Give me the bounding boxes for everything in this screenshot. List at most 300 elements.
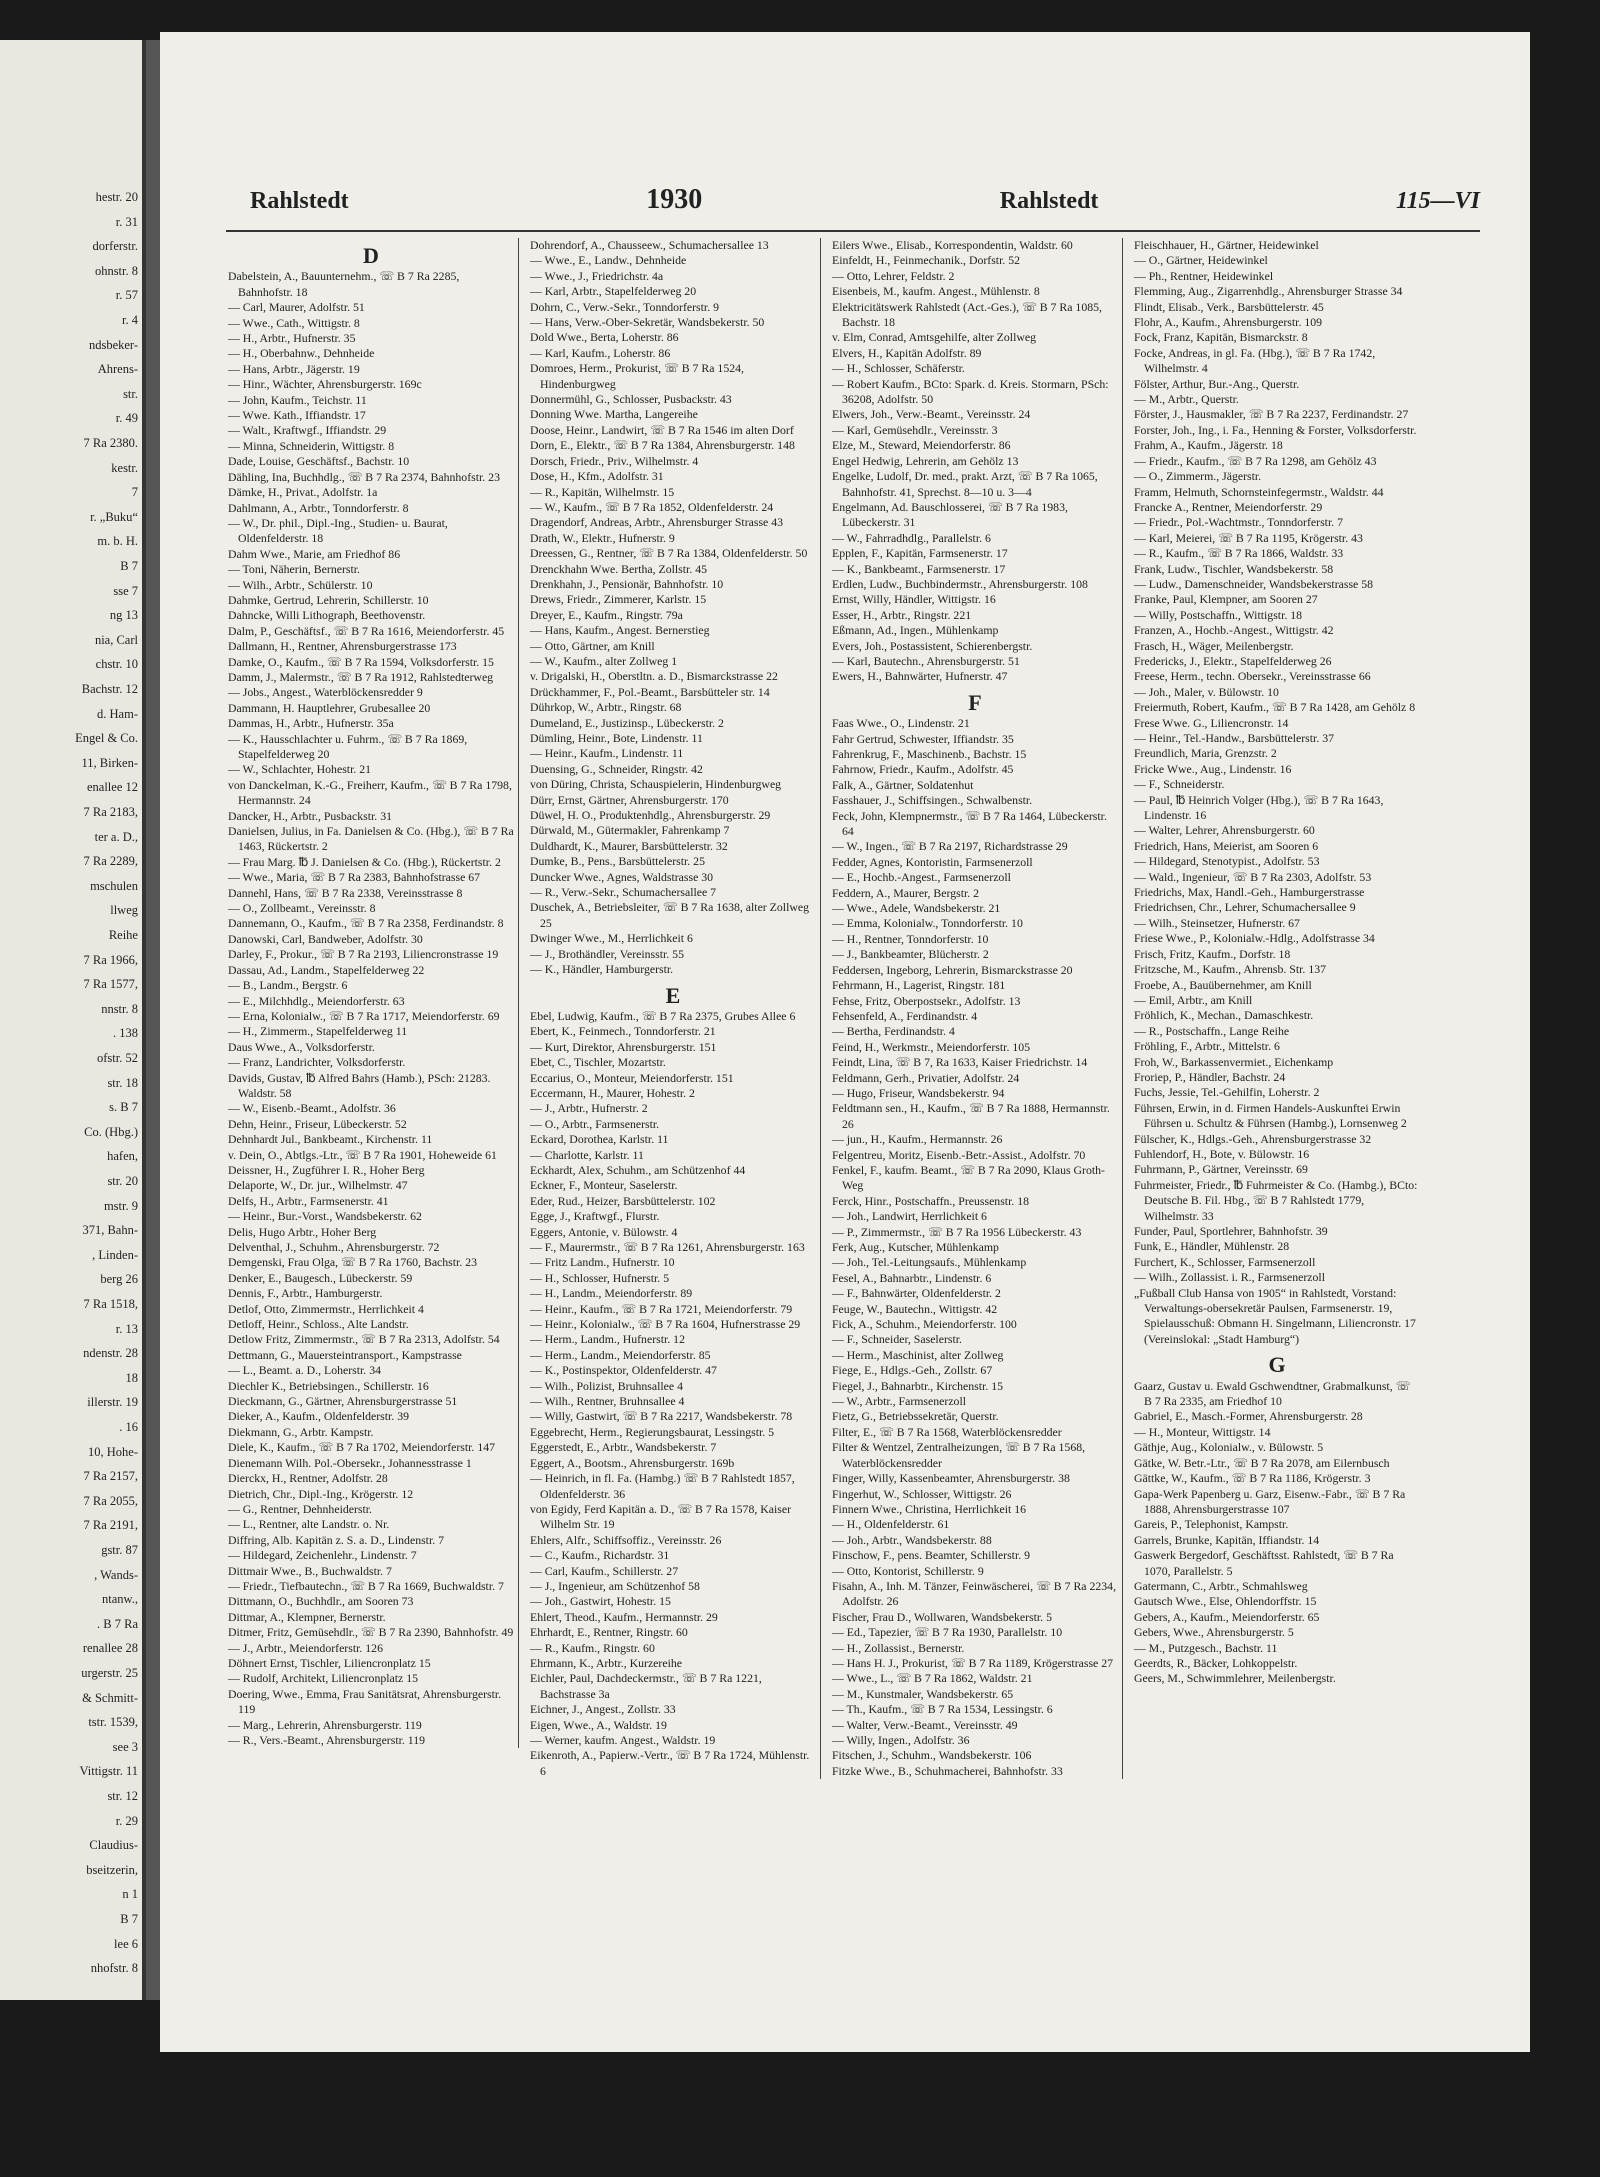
left-page-line: renallee 28 xyxy=(82,1641,138,1656)
directory-entry: Garrels, Brunke, Kapitän, Iffiandstr. 14 xyxy=(1134,1532,1320,1547)
directory-entry: — F., Maurermstr., ☏ B 7 Ra 1261, Ahrensburgerstr. 163 xyxy=(530,1240,805,1254)
directory-entry: Freundlich, Maria, Grenzstr. 2 xyxy=(1134,746,1277,761)
directory-entry: — Wilh., Steinsetzer, Hufnerstr. 67 xyxy=(1134,915,1300,930)
directory-entry: Dumke, B., Pens., Barsbüttelerstr. 25 xyxy=(530,854,705,869)
directory-entry: Fehrmann, H., Lagerist, Ringstr. 181 xyxy=(832,978,1006,993)
book-gutter xyxy=(146,40,160,2000)
directory-entry: Fricke Wwe., Aug., Lindenstr. 16 xyxy=(1134,761,1292,776)
directory-entry: Dahmke, Gertrud, Lehrerin, Schillerstr. 10 xyxy=(228,592,429,607)
directory-entry: — Marg., Lehrerin, Ahrensburgerstr. 119 xyxy=(228,1717,422,1732)
directory-entry: — Wwe., E., Landw., Dehnheide xyxy=(530,253,687,268)
directory-entry: Donnermühl, G., Schlosser, Pusbackstr. 43 xyxy=(530,392,732,407)
directory-entry: Demgenski, Frau Olga, ☏ B 7 Ra 1760, Bachstr. 23 xyxy=(228,1255,478,1270)
directory-entry: Esser, H., Arbtr., Ringstr. 221 xyxy=(832,607,972,622)
directory-entry: — B., Landm., Bergstr. 6 xyxy=(228,978,348,993)
left-page-line: , Linden- xyxy=(92,1247,138,1262)
directory-entry: Fredericks, J., Elektr., Stapelfelderweg 26 xyxy=(1134,653,1332,668)
directory-entry: — H., Schlosser, Hufnerstr. 5 xyxy=(530,1270,670,1285)
directory-entry: Epplen, F., Kapitän, Farmsenerstr. 17 xyxy=(832,546,1008,561)
directory-entry: — Otto, Lehrer, Feldstr. 2 xyxy=(832,268,955,283)
directory-entry: Fröhling, F., Arbtr., Mittelstr. 6 xyxy=(1134,1039,1280,1054)
directory-entry: Diekmann, G., Arbtr. Kampstr. xyxy=(228,1424,374,1439)
directory-entry: Fuchs, Jessie, Tel.-Gehilfin, Loherstr. 2 xyxy=(1134,1085,1320,1100)
directory-entry: Dorn, E., Elektr., ☏ B 7 Ra 1384, Ahrensburgerstr. 148 xyxy=(530,438,795,453)
directory-entry: Geerdts, R., Bäcker, Lohkoppelstr. xyxy=(1134,1655,1298,1670)
header-year: 1930 xyxy=(646,184,703,215)
directory-entry: Faas Wwe., O., Lindenstr. 21 xyxy=(832,716,970,731)
directory-entry: — Joh., Gastwirt, Hohestr. 15 xyxy=(530,1594,671,1609)
left-page-line: r. 57 xyxy=(115,288,138,303)
directory-entry: Dammas, H., Arbtr., Hufnerstr. 35a xyxy=(228,716,394,731)
directory-entry: Gaarz, Gustav u. Ewald Gschwendtner, Grabmalkunst, ☏ B 7 Ra 2335, am Friedhof 10 xyxy=(1134,1378,1411,1409)
directory-entry: — Otto, Gärtner, am Knill xyxy=(530,638,655,653)
left-page-line: Ahrens- xyxy=(97,362,138,377)
directory-entry: Fiegel, J., Bahnarbtr., Kirchenstr. 15 xyxy=(832,1378,1004,1393)
directory-entry: Dittmair Wwe., B., Buchwaldstr. 7 xyxy=(228,1563,392,1578)
directory-entry: — Hinr., Wächter, Ahrensburgerstr. 169c xyxy=(228,377,422,392)
directory-column-4 xyxy=(1134,238,1420,1687)
directory-entry: Eggert, A., Bootsm., Ahrensburgerstr. 169b xyxy=(530,1455,735,1470)
directory-entry: — C., Kaufm., Richardstr. 31 xyxy=(530,1548,670,1563)
directory-entry: Eichler, Paul, Dachdeckermstr., ☏ B 7 Ra 1221, Bachstrasse 3a xyxy=(530,1671,762,1701)
directory-entry: Fingerhut, W., Schlosser, Wittigstr. 26 xyxy=(832,1486,1012,1501)
left-page-line: 11, Birken- xyxy=(81,755,138,770)
directory-entry: Ebel, Ludwig, Kaufm., ☏ B 7 Ra 2375, Grubes Allee 6 xyxy=(530,1008,796,1023)
directory-entry: Elwers, Joh., Verw.-Beamt., Vereinsstr. 24 xyxy=(832,407,1031,422)
directory-entry: Delfs, H., Arbtr., Farmsenerstr. 41 xyxy=(228,1193,389,1208)
left-page-line: hafen, xyxy=(107,1149,138,1164)
directory-entry: Drenkhahn, J., Pensionär, Bahnhofstr. 10 xyxy=(530,576,724,591)
left-page-line: 7 Ra 2191, xyxy=(83,1518,138,1533)
directory-entry: Fölster, Arthur, Bur.-Ang., Querstr. xyxy=(1134,376,1300,391)
section-letter: D xyxy=(363,243,379,268)
directory-entry: — J., Arbtr., Hufnerstr. 2 xyxy=(530,1101,648,1116)
left-page-line: ohnstr. 8 xyxy=(94,263,138,278)
directory-entry: — jun., H., Kaufm., Hermannstr. 26 xyxy=(832,1132,1003,1147)
directory-entry: — Joh., Tel.-Leitungsaufs., Mühlenkamp xyxy=(832,1255,1027,1270)
directory-entry: Eggebrecht, Herm., Regierungsbaurat, Lessingstr. 5 xyxy=(530,1424,775,1439)
directory-entry: Duschek, A., Betriebsleiter, ☏ B 7 Ra 1638, alter Zollweg 25 xyxy=(530,900,809,930)
directory-entry: Fülscher, K., Hdlgs.-Geh., Ahrensburgerstrasse 32 xyxy=(1134,1131,1372,1146)
directory-entry: Feck, John, Klempnermstr., ☏ B 7 Ra 1464, Lübeckerstr. 64 xyxy=(832,808,1107,839)
directory-entry: Fick, A., Schuhm., Meiendorferstr. 100 xyxy=(832,1317,1017,1332)
directory-entry: Diffring, Alb. Kapitän z. S. a. D., Lindenstr. 7 xyxy=(228,1532,445,1547)
directory-entry: — H., Zollassist., Bernerstr. xyxy=(832,1640,965,1655)
directory-entry: Froebe, A., Bauübernehmer, am Knill xyxy=(1134,977,1312,992)
directory-entry: — Walter, Lehrer, Ahrensburgerstr. 60 xyxy=(1134,823,1315,838)
directory-entry: Dallmann, H., Rentner, Ahrensburgerstrasse 173 xyxy=(228,639,457,654)
directory-entry: — R., Vers.-Beamt., Ahrensburgerstr. 119 xyxy=(228,1733,426,1747)
directory-entry: — Hans H. J., Prokurist, ☏ B 7 Ra 1189, Krögerstrasse 27 xyxy=(832,1655,1114,1670)
directory-entry: — R., Kaufm., Ringstr. 60 xyxy=(530,1640,655,1655)
directory-entry: Fahr Gertrud, Schwester, Iffiandstr. 35 xyxy=(832,731,1014,746)
directory-entry: Evers, Joh., Postassistent, Schierenbergstr. xyxy=(832,638,1033,653)
directory-entry: Ebet, C., Tischler, Mozartstr. xyxy=(530,1055,666,1070)
left-page-line: bseitzerin, xyxy=(86,1862,138,1877)
left-page-line: hestr. 20 xyxy=(95,190,138,204)
directory-entry: Damke, O., Kaufm., ☏ B 7 Ra 1594, Volksdorferstr. 15 xyxy=(228,654,494,669)
directory-entry: Dohrendorf, A., Chausseew., Schumachersallee 13 xyxy=(530,238,769,252)
directory-entry: Gapa-Werk Papenberg u. Garz, Eisenw.-Fabr., ☏ B 7 Ra 1888, Ahrensburgerstrasse 107 xyxy=(1134,1486,1406,1516)
left-page-line: nnstr. 8 xyxy=(101,1001,138,1016)
directory-entry: Eckard, Dorothea, Karlstr. 11 xyxy=(530,1132,669,1147)
directory-entry: Dührkop, W., Arbtr., Ringstr. 68 xyxy=(530,700,682,715)
left-page-line: chstr. 10 xyxy=(95,657,138,672)
directory-entry: — W., Schlachter, Hohestr. 21 xyxy=(228,762,372,777)
directory-entry: Gätke, W. Betr.-Ltr., ☏ B 7 Ra 2078, am Eilernbusch xyxy=(1134,1455,1390,1470)
left-page-line: 7 Ra 2157, xyxy=(83,1469,138,1484)
directory-entry: Drückhammer, F., Pol.-Beamt., Barsbütteler str. 14 xyxy=(530,684,770,699)
directory-entry: — Herm., Landm., Meiendorferstr. 85 xyxy=(530,1347,711,1362)
directory-entry: Finschow, F., pens. Beamter, Schillerstr. 9 xyxy=(832,1548,1031,1563)
directory-entry: Gäthje, Aug., Kolonialw., v. Bülowstr. 5 xyxy=(1134,1440,1324,1455)
directory-entry: — K., Bankbeamt., Farmsenerstr. 17 xyxy=(832,561,1006,576)
directory-entry: — E., Hochb.-Angest., Farmsenerzoll xyxy=(832,870,1011,885)
directory-entry: Engelke, Ludolf, Dr. med., prakt. Arzt, ☏ B 7 Ra 1065, Bahnhofstr. 41, Sprechst. 8—10 u. 3—4 xyxy=(832,469,1098,499)
directory-entry: — Minna, Schneiderin, Wittigstr. 8 xyxy=(228,438,395,453)
directory-entry: Fehsenfeld, A., Ferdinandstr. 4 xyxy=(832,1008,978,1023)
directory-entry: — F., Schneiderstr. xyxy=(1134,777,1225,792)
left-page-line: 7 Ra 2183, xyxy=(83,805,138,819)
directory-entry: Friese Wwe., P., Kolonialw.-Hdlg., Adolfstrasse 34 xyxy=(1134,931,1375,946)
directory-entry: Furchert, K., Schlosser, Farmsenerzoll xyxy=(1134,1254,1316,1269)
directory-entry: Freiermuth, Robert, Kaufm., ☏ B 7 Ra 1428, am Gehölz 8 xyxy=(1134,700,1416,715)
directory-entry: Fleischhauer, H., Gärtner, Heidewinkel xyxy=(1134,238,1319,252)
directory-entry: Düwel, H. O., Produktenhdlg., Ahrensburgerstr. 29 xyxy=(530,808,771,823)
directory-entry: Dalm, P., Geschäftsf., ☏ B 7 Ra 1616, Meiendorferstr. 45 xyxy=(228,623,505,638)
directory-entry: Ebert, K., Feinmech., Tonndorferstr. 21 xyxy=(530,1024,716,1039)
directory-entry: Erdlen, Ludw., Buchbindermstr., Ahrensburgerstr. 108 xyxy=(832,576,1088,591)
left-page-line: Bachstr. 12 xyxy=(81,682,138,696)
directory-entry: Fischer, Frau D., Wollwaren, Wandsbekerstr. 5 xyxy=(832,1609,1052,1624)
directory-entry: Fedder, Agnes, Kontoristin, Farmsenerzoll xyxy=(832,854,1033,869)
directory-entry: — Werner, kaufm. Angest., Waldstr. 19 xyxy=(530,1733,716,1747)
directory-entry: Fritzsche, M., Kaufm., Ahrensb. Str. 137 xyxy=(1134,962,1327,977)
left-page-line: enallee 12 xyxy=(86,780,138,795)
directory-entry: Dancker, H., Arbtr., Pusbackstr. 31 xyxy=(228,808,393,823)
directory-entry: Eßmann, Ad., Ingen., Mühlenkamp xyxy=(832,623,999,638)
left-page-line: 18 xyxy=(125,1370,138,1385)
directory-entry: — H., Oldenfelderstr. 61 xyxy=(832,1517,950,1532)
directory-entry: Gautsch Wwe., Else, Ohlendorffstr. 15 xyxy=(1134,1594,1317,1609)
directory-entry: — Walter, Verw.-Beamt., Vereinsstr. 49 xyxy=(832,1717,1018,1732)
directory-entry: Dehnhardt Jul., Bankbeamt., Kirchenstr. 11 xyxy=(228,1132,433,1147)
directory-entry: — Wald., Ingenieur, ☏ B 7 Ra 2303, Adolfstr. 53 xyxy=(1134,869,1372,884)
directory-entry: Dannemann, O., Kaufm., ☏ B 7 Ra 2358, Ferdinandstr. 8 xyxy=(228,916,504,931)
directory-entry: — Hans, Arbtr., Jägerstr. 19 xyxy=(228,361,360,376)
directory-entry: Delventhal, J., Schuhm., Ahrensburgerstr. 72 xyxy=(228,1240,440,1254)
left-page-line: ndenstr. 28 xyxy=(83,1346,138,1361)
directory-entry: Delaporte, W., Dr. jur., Wilhelmstr. 47 xyxy=(228,1178,408,1193)
directory-entry: — Toni, Näherin, Bernerstr. xyxy=(228,562,360,577)
directory-entry: Falk, A., Gärtner, Soldatenhut xyxy=(832,777,974,792)
directory-entry: — Karl, Gemüsehdlr., Vereinsstr. 3 xyxy=(832,422,998,437)
directory-entry: — Wwe., Adele, Wandsbekerstr. 21 xyxy=(832,901,1001,916)
directory-entry: Diechler K., Betriebsingen., Schillerstr. 16 xyxy=(228,1378,429,1393)
directory-entry: Dieckmann, G., Gärtner, Ahrensburgerstrasse 51 xyxy=(228,1394,458,1409)
left-page-line: n 1 xyxy=(122,1887,138,1902)
directory-entry: — J., Arbtr., Meiendorferstr. 126 xyxy=(228,1640,383,1655)
directory-entry: Elvers, H., Kapitän Adolfstr. 89 xyxy=(832,345,982,360)
left-page-line: kestr. xyxy=(111,460,138,475)
left-page-line: r. 4 xyxy=(122,313,138,327)
directory-entry: Elektricitätswerk Rahlstedt (Act.-Ges.), ☏ B 7 Ra 1085, Bachstr. 18 xyxy=(832,299,1102,330)
left-page-line: & Schmitt- xyxy=(82,1690,138,1705)
directory-entry: Fesel, A., Bahnarbtr., Lindenstr. 6 xyxy=(832,1270,992,1285)
directory-entry: — Wilh., Arbtr., Schülerstr. 10 xyxy=(228,577,373,592)
section-letter: G xyxy=(1268,1352,1286,1378)
directory-entry: — K., Hausschlachter u. Fuhrm., ☏ B 7 Ra 1869, Stapelfelderweg 20 xyxy=(228,731,468,761)
directory-entry: Ehrhardt, E., Rentner, Ringstr. 60 xyxy=(530,1625,688,1640)
left-page-line: nhofstr. 8 xyxy=(90,1961,138,1976)
section-letter: F xyxy=(968,689,982,715)
directory-entry: — Otto, Kontorist, Schillerstr. 9 xyxy=(832,1563,984,1578)
directory-entry: — Heinrich, in fl. Fa. (Hambg.) ☏ B 7 Rahlstedt 1857, Oldenfelderstr. 36 xyxy=(530,1471,795,1501)
directory-entry: — Herm., Maschinist, alter Zollweg xyxy=(832,1347,1004,1362)
section-letter: E xyxy=(665,982,681,1008)
directory-entry: Duncker Wwe., Agnes, Waldstrasse 30 xyxy=(530,869,714,884)
directory-entry: Funder, Paul, Sportlehrer, Bahnhofstr. 39 xyxy=(1134,1224,1328,1238)
directory-entry: Gebers, Wwe., Ahrensburgerstr. 5 xyxy=(1134,1625,1294,1640)
directory-entry: Damm, J., Malermstr., ☏ B 7 Ra 1912, Rahlstedterweg xyxy=(228,669,494,684)
directory-entry: Feddern, A., Maurer, Bergstr. 2 xyxy=(832,885,980,900)
left-page-line: ofstr. 52 xyxy=(97,1051,138,1065)
directory-entry: — Hugo, Friseur, Wandsbekerstr. 94 xyxy=(832,1085,1005,1100)
directory-entry: Engel Hedwig, Lehrerin, am Gehölz 13 xyxy=(832,453,1019,468)
left-page-line: 7 Ra 1577, xyxy=(83,977,138,992)
directory-entry: Fahrenkrug, F., Maschinenb., Bachstr. 15 xyxy=(832,747,1027,761)
directory-entry: — Ludw., Damenschneider, Wandsbekerstrasse 58 xyxy=(1134,576,1374,591)
directory-entry: Frank, Ludw., Tischler, Wandsbekerstr. 58 xyxy=(1134,561,1334,576)
directory-entry: Dade, Louise, Geschäftsf., Bachstr. 10 xyxy=(228,454,410,469)
directory-entry: Dümling, Heinr., Bote, Lindenstr. 11 xyxy=(530,731,703,745)
directory-entry: Fisahn, A., Inh. M. Tänzer, Feinwäscherei, ☏ B 7 Ra 2234, Adolfstr. 26 xyxy=(832,1578,1117,1609)
directory-entry: Dreessen, G., Rentner, ☏ B 7 Ra 1384, Oldenfelderstr. 50 xyxy=(530,546,808,561)
directory-entry: Fuhrmann, P., Gärtner, Vereinsstr. 69 xyxy=(1134,1162,1308,1177)
directory-entry: Frasch, H., Wäger, Meilenbergstr. xyxy=(1134,638,1294,653)
directory-entry: — H., Arbtr., Hufnerstr. 35 xyxy=(228,331,356,346)
directory-entry: — Fritz Landm., Hufnerstr. 10 xyxy=(530,1255,675,1270)
directory-entry: von Düring, Christa, Schauspielerin, Hindenburgweg xyxy=(530,777,782,792)
directory-entry: Feind, H., Werkmstr., Meiendorferstr. 105 xyxy=(832,1039,1031,1054)
directory-entry: Dorsch, Friedr., Priv., Wilhelmstr. 4 xyxy=(530,453,699,468)
directory-entry: — Ph., Rentner, Heidewinkel xyxy=(1134,268,1274,283)
directory-entry: Elze, M., Steward, Meiendorferstr. 86 xyxy=(832,438,1011,453)
directory-entry: — Friedr., Pol.-Wachtmstr., Tonndorferstr. 7 xyxy=(1134,515,1344,530)
directory-entry: Duldhardt, K., Maurer, Barsbüttelerstr. 32 xyxy=(530,838,728,853)
left-page-line: Claudius- xyxy=(89,1838,138,1853)
directory-entry: Dietrich, Chr., Dipl.-Ing., Krögerstr. 12 xyxy=(228,1486,414,1501)
directory-entry: — Karl, Arbtr., Stapelfelderweg 20 xyxy=(530,284,697,299)
directory-entry: — Erna, Kolonialw., ☏ B 7 Ra 1717, Meiendorferstr. 69 xyxy=(228,1008,500,1023)
directory-entry: Doering, Wwe., Emma, Frau Sanitätsrat, Ahrensburgerstr. 119 xyxy=(228,1686,502,1717)
directory-entry: — Th., Kaufm., ☏ B 7 Ra 1534, Lessingstr. 6 xyxy=(832,1702,1053,1717)
directory-entry: — M., Kunstmaler, Wandsbekerstr. 65 xyxy=(832,1686,1014,1701)
directory-entry: Donning Wwe. Martha, Langereihe xyxy=(530,407,698,422)
directory-entry: Förster, J., Hausmakler, ☏ B 7 Ra 2237, Ferdinandstr. 27 xyxy=(1134,407,1409,422)
directory-entry: Fietz, G., Betriebssekretär, Querstr. xyxy=(832,1409,999,1424)
directory-entry: Flemming, Aug., Zigarrenhdlg., Ahrensburger Strasse 34 xyxy=(1134,284,1403,299)
directory-entry: — Hildegard, Zeichenlehr., Lindenstr. 7 xyxy=(228,1548,417,1563)
directory-entry: Dassau, Ad., Landm., Stapelfelderweg 22 xyxy=(228,962,425,977)
directory-entry: — Franz, Landrichter, Volksdorferstr. xyxy=(228,1055,406,1070)
directory-page xyxy=(160,32,1530,2052)
directory-entry: Fitzke Wwe., B., Schuhmacherei, Bahnhofstr. 33 xyxy=(832,1763,1063,1778)
directory-entry: — Rudolf, Architekt, Liliencronplatz 15 xyxy=(228,1671,419,1686)
directory-entry: Eckner, F., Monteur, Saselerstr. xyxy=(530,1178,678,1193)
directory-entry: — K., Händler, Hamburgerstr. xyxy=(530,962,674,977)
directory-entry: — Bertha, Ferdinandstr. 4 xyxy=(832,1024,955,1039)
directory-entry: — Hildegard, Stenotypist., Adolfstr. 53 xyxy=(1134,854,1320,869)
directory-entry: Eilers Wwe., Elisab., Korrespondentin, Waldstr. 60 xyxy=(832,238,1073,252)
directory-entry: — J., Brothändler, Vereinsstr. 55 xyxy=(530,946,684,961)
directory-entry: — Willy, Gastwirt, ☏ B 7 Ra 2217, Wandsbekerstr. 78 xyxy=(530,1409,793,1424)
directory-entry: Gebers, A., Kaufm., Meiendorferstr. 65 xyxy=(1134,1609,1320,1624)
directory-entry: — H., Zimmerm., Stapelfelderweg 11 xyxy=(228,1024,408,1039)
left-page-line: Reihe xyxy=(108,928,138,942)
directory-entry: — Frau Marg. ℔ J. Danielsen & Co. (Hbg.), Rückertstr. 2 xyxy=(228,854,501,869)
left-page-line: 7 Ra 1518, xyxy=(83,1297,138,1311)
left-page-line: . 138 xyxy=(113,1026,138,1041)
directory-entry: von Egidy, Ferd Kapitän a. D., ☏ B 7 Ra 1578, Kaiser Wilhelm Str. 19 xyxy=(530,1501,792,1532)
left-page-line: 7 Ra 2289, xyxy=(83,854,138,869)
directory-entry: Froh, W., Barkassenvermiet., Eichenkamp xyxy=(1134,1054,1334,1069)
directory-entry: Deissner, H., Zugführer I. R., Hoher Berg xyxy=(228,1162,425,1177)
left-page-line: str. 18 xyxy=(107,1075,138,1090)
directory-entry: Ernst, Willy, Händler, Wittigstr. 16 xyxy=(832,592,996,607)
directory-entry: Dold Wwe., Berta, Loherstr. 86 xyxy=(530,330,679,345)
directory-entry: Francke A., Rentner, Meiendorferstr. 29 xyxy=(1134,499,1323,514)
directory-entry: — H., Landm., Meiendorferstr. 89 xyxy=(530,1286,693,1301)
directory-entry: — H., Oberbahnw., Dehnheide xyxy=(228,346,375,361)
left-page-fragment xyxy=(0,40,146,2000)
directory-entry: Ferk, Aug., Kutscher, Mühlenkamp xyxy=(832,1240,999,1254)
directory-entry: — Karl, Meierei, ☏ B 7 Ra 1195, Krögerstr. 43 xyxy=(1134,530,1363,545)
directory-entry: — Friedr., Tiefbautechn., ☏ B 7 Ra 1669, Buchwaldstr. 7 xyxy=(228,1578,504,1593)
directory-entry: Fuhrmeister, Friedr., ℔ Fuhrmeister & Co. (Hambg.), BCto: Deutsche B. Fil. Hbg., ☏ B 7 Rahlstedt 1779, Wilhelmstr. 33 xyxy=(1134,1177,1418,1223)
directory-entry: — O., Arbtr., Farmsenerstr. xyxy=(530,1116,660,1131)
directory-entry: — Heinr., Bur.-Vorst., Wandsbekerstr. 62 xyxy=(228,1209,422,1224)
directory-entry: Franzen, A., Hochb.-Angest., Wittigstr. 42 xyxy=(1134,623,1334,638)
directory-entry: Gättke, W., Kaufm., ☏ B 7 Ra 1186, Krögerstr. 3 xyxy=(1134,1471,1371,1486)
directory-entry: — W., Arbtr., Farmsenerzoll xyxy=(832,1394,967,1409)
directory-entry: Fock, Franz, Kapitän, Bismarckstr. 8 xyxy=(1134,330,1308,345)
left-page-line: 7 xyxy=(131,485,138,500)
directory-entry: Franke, Paul, Klempner, am Sooren 27 xyxy=(1134,592,1318,607)
directory-entry: von Danckelman, K.-G., Freiherr, Kaufm., ☏ B 7 Ra 1798, Hermannstr. 24 xyxy=(228,777,512,808)
directory-entry: — J., Ingenieur, am Schützenhof 58 xyxy=(530,1578,700,1593)
left-page-line: ndsbeker- xyxy=(88,337,138,352)
directory-entry: — R., Verw.-Sekr., Schumachersallee 7 xyxy=(530,885,717,900)
directory-entry: — Wilh., Rentner, Bruhnsallee 4 xyxy=(530,1394,685,1409)
directory-entry: Dittmar, A., Klempner, Bernerstr. xyxy=(228,1609,386,1624)
directory-entry: — W., Eisenb.-Beamt., Adolfstr. 36 xyxy=(228,1101,396,1116)
directory-entry: — Heinr., Kaufm., ☏ B 7 Ra 1721, Meiendorferstr. 79 xyxy=(530,1301,793,1316)
directory-entry: Fiege, E., Hdlgs.-Geh., Zollstr. 67 xyxy=(832,1363,993,1378)
left-page-line: tstr. 1539, xyxy=(88,1715,138,1730)
directory-entry: Duensing, G., Schneider, Ringstr. 42 xyxy=(530,761,703,776)
directory-entry: Danielsen, Julius, in Fa. Danielsen & Co. (Hbg.), ☏ B 7 Ra 1463, Rückertstr. 2 xyxy=(228,824,514,854)
left-page-line: r. 13 xyxy=(115,1321,138,1336)
directory-entry: Dreyer, E., Kaufm., Ringstr. 79a xyxy=(530,607,683,622)
directory-entry: Dämke, H., Privat., Adolfstr. 1a xyxy=(228,485,378,500)
directory-entry: Dittmann, O., Buchhdlr., am Sooren 73 xyxy=(228,1594,414,1609)
directory-entry: Detloff, Heinr., Schloss., Alte Landstr. xyxy=(228,1317,409,1332)
directory-entry: — F., Bahnwärter, Oldenfelderstr. 2 xyxy=(832,1286,1001,1301)
directory-entry: Freese, Herm., techn. Obersekr., Vereinsstrasse 66 xyxy=(1134,669,1371,684)
left-page-line: 7 Ra 1966, xyxy=(83,952,138,967)
directory-entry: Filter, E., ☏ B 7 Ra 1568, Waterblöckensredder xyxy=(832,1424,1062,1439)
directory-entry: Drath, W., Elektr., Hufnerstr. 9 xyxy=(530,530,675,545)
directory-entry: Dumeland, E., Justizinsp., Lübeckerstr. 2 xyxy=(530,715,724,730)
directory-entry: Frahm, A., Kaufm., Jägerstr. 18 xyxy=(1134,438,1283,453)
left-page-line: ter a. D., xyxy=(94,829,138,844)
directory-entry: — Heinr., Kaufm., Lindenstr. 11 xyxy=(530,746,684,761)
directory-entry: — Heinr., Tel.-Handw., Barsbüttelerstr. 37 xyxy=(1134,731,1335,745)
directory-column-3 xyxy=(832,238,1118,1779)
left-page-line: 7 Ra 2380. xyxy=(83,436,138,450)
directory-entry: Dienemann Wilh. Pol.-Obersekr., Johannesstrasse 1 xyxy=(228,1455,472,1470)
directory-entry: Fasshauer, J., Schiffsingen., Schwalbenstr. xyxy=(832,793,1033,808)
left-page-line: 10, Hohe- xyxy=(88,1444,138,1459)
left-page-line: Engel & Co. xyxy=(75,731,138,746)
directory-entry: — John, Kaufm., Teichstr. 11 xyxy=(228,392,367,407)
directory-entry: Dose, H., Kfm., Adolfstr. 31 xyxy=(530,469,664,484)
directory-entry: Engelmann, Ad. Bauschlosserei, ☏ B 7 Ra 1983, Lübeckerstr. 31 xyxy=(832,499,1068,530)
left-page-line: , Wands- xyxy=(94,1567,138,1582)
directory-entry: — Wwe. Kath., Iffiandstr. 17 xyxy=(228,408,366,423)
directory-entry: — O., Zollbeamt., Vereinsstr. 8 xyxy=(228,901,376,916)
directory-entry: — Wilh., Zollassist. i. R., Farmsenerzoll xyxy=(1134,1270,1325,1285)
directory-entry: Denker, E., Baugesch., Lübeckerstr. 59 xyxy=(228,1270,413,1285)
directory-entry: Dwinger Wwe., M., Herrlichkeit 6 xyxy=(530,931,693,946)
directory-entry: Froriep, P., Händler, Bachstr. 24 xyxy=(1134,1069,1286,1084)
directory-entry: Drenckhahn Wwe. Bertha, Zollstr. 45 xyxy=(530,561,708,576)
directory-entry: — F., Schneider, Saselerstr. xyxy=(832,1332,962,1347)
left-page-line: s. B 7 xyxy=(109,1100,138,1115)
directory-entry: Dähling, Ina, Buchhdlg., ☏ B 7 Ra 2374, Bahnhofstr. 23 xyxy=(228,469,500,484)
directory-entry: Feldmann, Gerh., Privatier, Adolfstr. 24 xyxy=(832,1070,1020,1085)
directory-entry: Ehlers, Alfr., Schiffsoffiz., Vereinsstr. 26 xyxy=(530,1532,722,1547)
left-page-line: nia, Carl xyxy=(94,632,138,647)
left-page-line: r. 49 xyxy=(115,411,138,426)
directory-entry: — L., Beamt. a. D., Loherstr. 34 xyxy=(228,1363,382,1378)
directory-entry: Finger, Willy, Kassenbeamter, Ahrensburgerstr. 38 xyxy=(832,1471,1070,1486)
directory-entry: Felgentreu, Moritz, Eisenb.-Betr.-Assist., Adolfstr. 70 xyxy=(832,1147,1086,1162)
directory-entry: Feddersen, Ingeborg, Lehrerin, Bismarckstrasse 20 xyxy=(832,962,1073,977)
directory-entry: Dabelstein, A., Bauunternehm., ☏ B 7 Ra 2285, Bahnhofstr. 18 xyxy=(228,269,460,299)
directory-entry: Dürwald, M., Gütermakler, Fahrenkamp 7 xyxy=(530,823,730,838)
directory-entry: Fuhlendorf, H., Bote, v. Bülowstr. 16 xyxy=(1134,1146,1310,1161)
directory-entry: Gaswerk Bergedorf, Geschäftsst. Rahlstedt, ☏ B 7 Ra 1070, Parallelstr. 5 xyxy=(1134,1548,1394,1578)
directory-entry: Dahncke, Willi Lithograph, Beethovenstr. xyxy=(228,608,426,623)
directory-entry: Dehn, Heinr., Friseur, Lübeckerstr. 52 xyxy=(228,1116,407,1131)
directory-entry: — Herm., Landm., Hufnerstr. 12 xyxy=(530,1332,685,1347)
directory-entry: — Wwe., L., ☏ B 7 Ra 1862, Waldstr. 21 xyxy=(832,1671,1033,1686)
left-page-line: Co. (Hbg.) xyxy=(84,1124,138,1139)
directory-entry: Dennis, F., Arbtr., Hamburgerstr. xyxy=(228,1286,383,1301)
directory-entry: Ferck, Hinr., Postschaffn., Preussenstr. 18 xyxy=(832,1193,1030,1208)
directory-entry: v. Dein, O., Abtlgs.-Ltr., ☏ B 7 Ra 1901, Hoheweide 61 xyxy=(228,1147,497,1162)
directory-entry: Eccermann, H., Maurer, Hohestr. 2 xyxy=(530,1085,695,1100)
directory-entry: Dammann, H. Hauptlehrer, Grubesallee 20 xyxy=(228,700,431,715)
directory-entry: — E., Milchhdlg., Meiendorferstr. 63 xyxy=(228,993,405,1008)
directory-entry: Ditmer, Fritz, Gemüsehdlr., ☏ B 7 Ra 2390, Bahnhofstr. 49 xyxy=(228,1625,514,1640)
directory-entry: — Charlotte, Karlstr. 11 xyxy=(530,1147,644,1162)
directory-entry: — R., Kapitän, Wilhelmstr. 15 xyxy=(530,484,675,499)
left-page-line: r. 31 xyxy=(115,214,138,229)
directory-entry: Gatermann, C., Arbtr., Schmahlsweg xyxy=(1134,1578,1308,1593)
